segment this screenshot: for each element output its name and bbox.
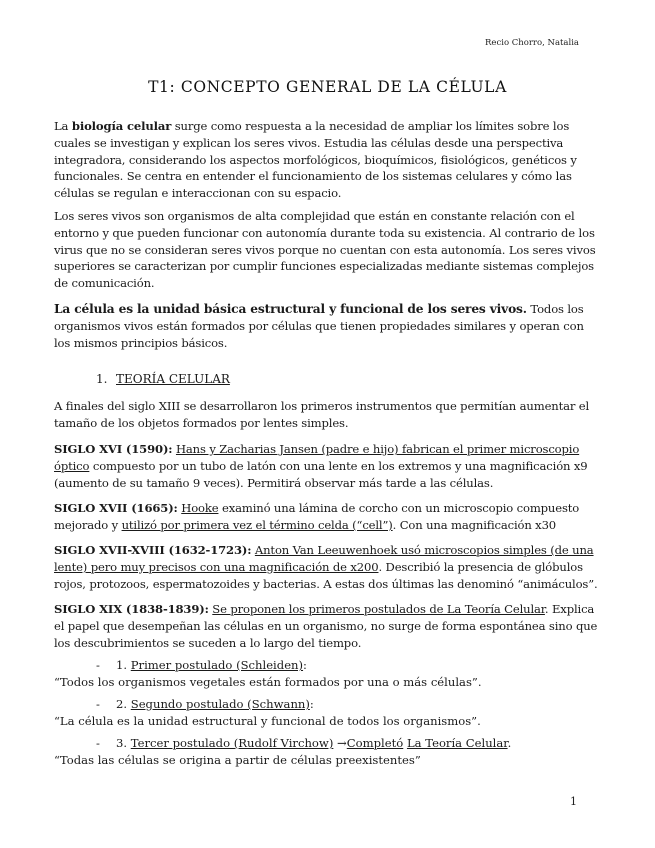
- postulate-quote: “Todos los organismos vegetales están formados por una o más células”.: [54, 675, 482, 689]
- arrow-glyph: →: [333, 736, 347, 750]
- text-run: . Con una magnificación x30: [392, 517, 557, 532]
- page-title: T1: CONCEPTO GENERAL DE LA CÉLULA: [148, 78, 507, 96]
- underlined-text: Completó: [346, 736, 404, 750]
- postulate-quote: “La célula es la unidad estructural y funcional de todos los organismos”.: [54, 714, 481, 728]
- list-dash: -: [96, 736, 100, 750]
- text-run: La: [54, 119, 72, 133]
- postulate-item: [96, 736, 511, 750]
- postulate-label: Primer postulado (Schleiden): [130, 658, 304, 672]
- paragraph-text: A finales del siglo XIII se desarrollaron los primeros instrumentos que permitían aumentar el tamaño de los objetos formados por lentes simples.: [54, 399, 590, 430]
- section-number: 1.: [96, 372, 108, 386]
- postulate-label: Segundo postulado (Schwann): [130, 697, 310, 711]
- postulate-number: 2.: [116, 697, 128, 711]
- list-dash: -: [96, 658, 100, 672]
- text-run: examinó una lámina de corcho con un microscopio compuesto mejorado y: [54, 501, 580, 532]
- text-run: Todos los organismos vivos están formados por células que tienen propiedades similares y operan con los mismos principios básicos.: [54, 302, 584, 350]
- punctuation: .: [507, 736, 512, 750]
- paragraph-history-intro: [54, 398, 602, 432]
- underlined-text: Anton Van Leeuwenhoek usó microscopios simples (de una lente) pero muy precisos con una magnificación de x200: [54, 543, 594, 574]
- century-label: SIGLO XVII (1665):: [54, 501, 178, 515]
- paragraph-siglo-xvii-xviii: [54, 542, 602, 592]
- text-run: . Explica el papel que desempeñan las células en un organismo, no surge de forma espontánea sino que los descubrimientos se suceden a lo largo del tiempo.: [54, 602, 598, 650]
- paragraph-siglo-xvii: [54, 500, 602, 534]
- punctuation: :: [309, 697, 314, 711]
- underlined-text: La Teoría Celular: [406, 736, 508, 750]
- postulate-number: 3.: [116, 736, 128, 750]
- section-heading: [96, 372, 230, 386]
- postulate-number: 1.: [116, 658, 128, 672]
- punctuation: :: [303, 658, 307, 672]
- postulate-item: [96, 658, 307, 672]
- bold-statement: La célula es la unidad básica estructural y funcional de los seres vivos.: [54, 302, 527, 316]
- underlined-text: Hans y Zacharias Jansen (padre e hijo) fabrican el primer microscopio óptico: [54, 442, 580, 473]
- century-label: SIGLO XIX (1838-1839):: [54, 602, 209, 616]
- section-title: TEORÍA CELULAR: [116, 372, 230, 386]
- paragraph-celula: [54, 301, 602, 351]
- paragraph-siglo-xvi: [54, 441, 602, 491]
- postulate-quote: “Todas las células se origina a partir de células preexistentes”: [54, 753, 421, 767]
- underlined-text: utilizó por primera vez el término celda (“cell”): [121, 517, 393, 532]
- postulate-label: Tercer postulado (Rudolf Virchow): [130, 736, 334, 750]
- text-run: . Describió la presencia de glóbulos rojos, protozoos, espermatozoides y bacterias. A estas dos últimas las denominó “animáculos”.: [54, 559, 598, 591]
- underlined-text: Se proponen los primeros postulados de La Teoría Celular: [212, 602, 545, 616]
- century-label: SIGLO XVI (1590):: [54, 442, 173, 456]
- paragraph-text: Los seres vivos son organismos de alta complejidad que están en constante relación con el entorno y que pueden funcionar con autonomía durante toda su existencia. Al contrario de los virus que no se consideran seres vivos porque no cuentan con esta autonomía. Los seres vivos superiores se caracterizan por cumplir funciones especializadas mediante sistemas complejos de comunicación.: [54, 209, 596, 291]
- paragraph-siglo-xix: [54, 601, 602, 651]
- page-number: 1: [570, 795, 577, 808]
- postulate-item: [96, 697, 314, 711]
- bold-term: biología celular: [71, 119, 172, 133]
- text-run: surge como respuesta a la necesidad de ampliar los límites sobre los cuales se investigan y explican los seres vivos. Estudia las células desde una perspectiva integradora, considerando los aspectos morfológicos, bioquímicos, fisiológicos, genéticos y funcionales. Se centra en entender el funcionamiento de los sistemas celulares y cómo las células se regulan e interaccionan con su espacio.: [54, 119, 577, 201]
- century-label: SIGLO XVII-XVIII (1632-1723):: [54, 543, 252, 557]
- list-dash: -: [96, 697, 100, 711]
- paragraph-seres-vivos: [54, 208, 602, 292]
- intro-block: [54, 118, 602, 202]
- author-header: Recio Chorro, Natalia: [485, 38, 579, 48]
- underlined-text: Hooke: [181, 501, 219, 515]
- paragraph-biologia: [54, 118, 602, 202]
- text-run: compuesto por un tubo de latón con una lente en los extremos y una magnificación x9 (aumento de su tamaño 9 veces). Permitirá observar más tarde a las células.: [54, 458, 588, 490]
